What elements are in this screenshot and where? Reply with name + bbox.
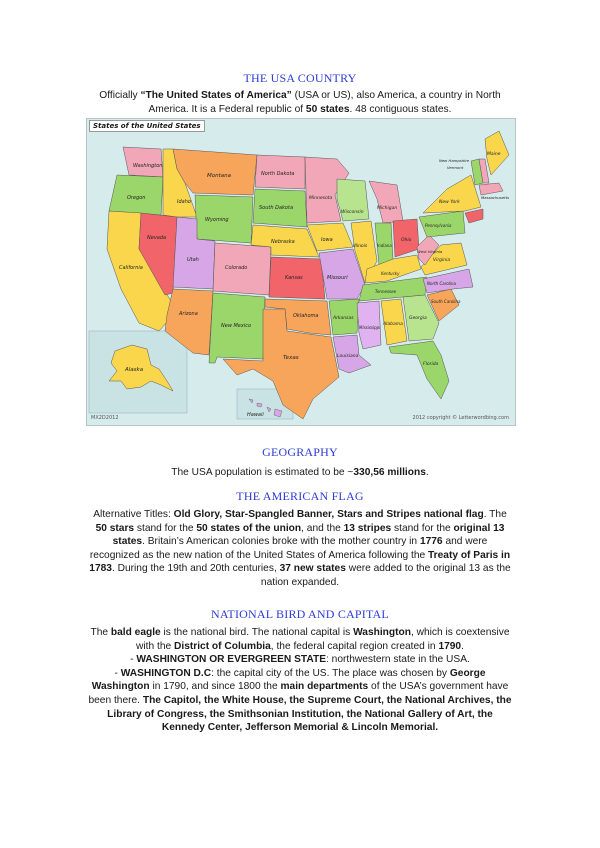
missouri-label: Missouri [327,275,348,281]
south-carolina-label: South Carolina [431,299,461,304]
bird-paragraph [88,626,512,653]
text-run: . 48 contiguous states. [349,103,452,115]
text-run: : northwestern state in the USA. [326,654,470,666]
bold-run: Old Glory, Star-Spangled Banner, Stars and Stripes national flag [173,509,484,520]
kansas-label: Kansas [285,275,303,281]
bold-run: District of Columbia [174,640,271,652]
bold-run: 37 new states [279,563,346,575]
bird-capital-section [88,607,512,735]
text-run: of the USA’s government have been there. [88,681,509,706]
louisiana-label: Louisiana [337,354,359,359]
bold-run: Treaty of Paris in 1783 [89,549,511,575]
us-states-map [86,118,516,426]
flag-paragraph [88,508,512,590]
florida-shape [389,341,449,399]
text-run: . During the 19th and 20th centuries, [111,563,280,575]
flag-heading: THE AMERICAN FLAG [236,489,364,503]
text-run: . [461,640,464,652]
michigan-shape [369,181,403,223]
oregon-label: Oregon [127,195,146,201]
bold-run: The Capitol, the White House, the Supreme Court, the National Archives, the Library of Congress, the Smithsonian Institution, the National Gallery of Art, the Kennedy Center, Jefferson Memorial & Lincoln Memorial. [107,694,512,734]
text-run: stand for the [391,522,454,534]
bold-run: original 13 states [112,522,505,548]
text-run: is the national bird. The national capital is [160,627,354,638]
north-carolina-label: North Carolina [427,281,457,286]
alabama-label: Alabama [383,322,403,327]
text-run: - [114,667,121,679]
hawaii-label: Hawaii [247,412,264,418]
text-run: (USA or US), also America, a country in North America. It is a Federal republic of [148,90,501,115]
florida-label: Florida [423,362,439,367]
bold-run: 330,56 millions [353,467,426,478]
illinois-label: Illinois [353,244,368,249]
new-york-label: New York [439,200,460,205]
texas-label: Texas [283,355,299,361]
bold-run: WASHINGTON D.C [120,667,212,679]
virginia-label: Virginia [433,258,451,263]
tennessee-label: Tennessee [375,289,397,294]
text-run: : the capital city of the US. The place was chosen by [211,667,450,679]
wisconsin-label: Wisconsin [341,210,364,215]
michigan-label: Michigan [377,206,398,211]
massachusetts-label: Massachusetts [481,195,510,200]
intro-heading: THE USA COUNTRY [243,71,357,85]
text-run: . The [483,509,507,520]
text-run: stand for the [134,522,197,534]
bold-run: main departments [280,681,369,693]
massachusetts-shape [479,183,503,195]
indiana-label: Indiana [377,243,392,248]
bold-run: 1776 [419,536,443,548]
nebraska-label: Nebraska [271,239,295,245]
new-mexico-label: New Mexico [221,323,252,329]
minnesota-label: Minnesota [309,196,333,201]
alaska-label: Alaska [125,367,144,373]
washington-state-paragraph [88,653,512,667]
pennsylvania-label: Pennsylvania [425,223,452,228]
bold-run: WASHINGTON OR EVERGREEN STATE [136,654,326,666]
washington-dc-paragraph [88,667,512,735]
text-run: The [90,627,111,638]
new-hampshire-label: New Hampshire [439,158,470,163]
california-label: California [119,265,143,271]
wyoming-label: Wyoming [205,217,229,223]
utah-label: Utah [187,257,199,263]
bold-run: 50 states of the union [196,522,302,534]
text-run: , the federal capital region created in [270,640,439,652]
bold-run: 1790 [438,640,462,652]
bold-run: 50 states [305,103,350,115]
text-run: in 1790, and since 1800 the [149,681,281,693]
bold-run: bald eagle [110,627,161,638]
bold-run: 50 stars [95,522,135,534]
colorado-label: Colorado [225,265,248,271]
bold-run: Washington [353,627,411,638]
geography-paragraph [88,466,512,480]
washington-label: Washington [133,163,163,169]
geography-section [88,445,512,480]
kentucky-label: Kentucky [381,271,400,276]
washington-shape [123,147,163,177]
text-run: Officially [99,90,141,101]
north-dakota-label: North Dakota [261,171,295,177]
iowa-label: Iowa [321,237,333,243]
arkansas-label: Arkansas [333,316,354,321]
map-svg [87,119,515,425]
ohio-label: Ohio [401,238,412,243]
map-left-credit: MX2D2012 [91,415,119,421]
bold-run: George Washington [91,667,486,693]
text-run: were added to the original 13 as the nation expanded. [260,563,511,588]
new-jersey-shape [465,209,483,223]
new-york-shape [423,175,481,213]
text-run: , which is coextensive with the [136,627,510,652]
map-credit: 2012 copyright © Letterwordbing.com [412,415,509,421]
oklahoma-label: Oklahoma [293,313,319,319]
georgia-label: Georgia [409,316,427,321]
montana-label: Montana [207,173,231,179]
bird-capital-heading: NATIONAL BIRD AND CAPITAL [211,607,389,621]
text-run: and were recognized as the new nation of the United States of America following the [89,536,488,561]
intro-section [88,71,512,116]
mississippi-label: Mississippi [359,325,381,330]
flag-section [88,489,512,590]
idaho-label: Idaho [177,199,191,205]
maine-label: Maine [487,152,501,157]
nevada-label: Nevada [147,235,167,241]
text-run: - [130,654,137,666]
bold-run: “The United States of America” [140,90,292,101]
west-virginia-label: West Virginia [417,249,443,254]
map-title: States of the United States [89,120,205,132]
text-run: , and the [301,522,344,534]
vermont-label: Vermont [447,165,464,170]
text-run: . [425,467,429,478]
text-run: The USA population is estimated to be ~ [171,467,354,478]
south-dakota-label: South Dakota [259,205,294,211]
bold-run: 13 stripes [343,522,392,534]
intro-paragraph [88,89,512,116]
text-run: Alternative Titles: [93,509,174,520]
text-run: . Britain’s American colonies broke with the mother country in [142,536,420,548]
geography-heading: GEOGRAPHY [262,445,338,459]
arizona-label: Arizona [179,311,198,317]
